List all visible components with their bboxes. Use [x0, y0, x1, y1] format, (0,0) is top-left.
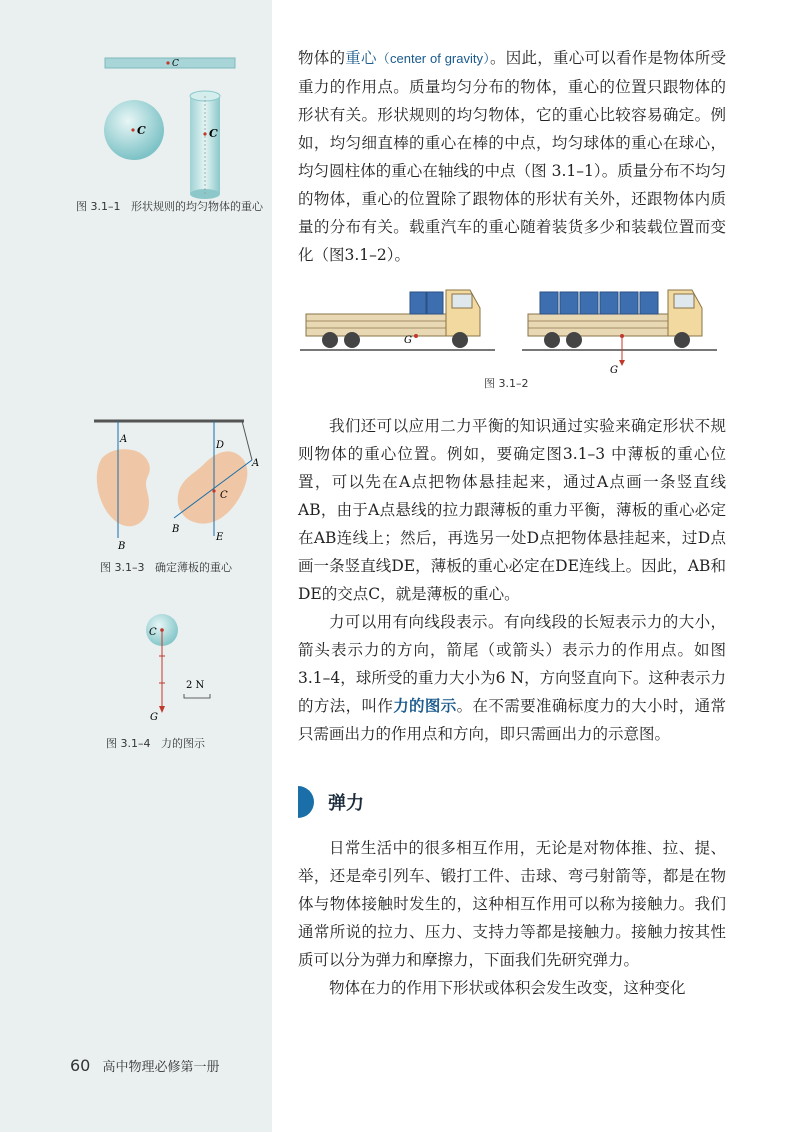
english-term: （center of gravity）: [376, 51, 490, 66]
plate2-label-e: E: [216, 532, 224, 543]
figure-3-1-2-caption: 图 3.1–2: [484, 377, 529, 390]
figure-3-1-3-caption: 图 3.1–3 确定薄板的重心: [100, 561, 232, 574]
figure-3-1-3: [82, 418, 262, 556]
figure-3-1-1-caption: [76, 199, 266, 215]
paragraph-deformation: 物体在力的作用下形状或体积会发生改变，这种变化: [329, 979, 686, 997]
plate2-label-a: A: [252, 458, 260, 469]
plate1-label-a: A: [120, 434, 128, 445]
plate2-label-d: D: [216, 440, 225, 451]
cylinder-label-c: C: [209, 127, 218, 140]
keyword-center-of-gravity: 重心: [345, 49, 377, 67]
ball-label-g: G: [150, 712, 158, 722]
scale-label: 2 N: [186, 680, 205, 691]
rod-label-c: C: [172, 59, 179, 69]
truck2-label-g: G: [610, 365, 618, 375]
truck-heavy-load: [522, 290, 717, 375]
page-number: 60: [70, 1056, 91, 1075]
section-title: 弹力: [328, 793, 364, 814]
figure-3-1-4-caption: 图 3.1–4 力的图示: [106, 737, 205, 750]
truck-light-load: [300, 290, 495, 350]
paragraph-center-of-gravity: 物体的重心（center of gravity）。因此，重心可以看作是物体所受重力的作用点。质量均匀分布的物体，重心的位置只跟物体的形状有关。形状规则的均匀物体，它的重心比较容易确定。例如，均匀细直棒的重心在棒的中点，均匀球体的重心在球心，均匀圆柱体的重心在轴线的中点（图 3.1–1）。质量分布不均匀的物体，重心的位置除了跟物体的形状有关外，还跟物体内质量的分布有关。载重汽车的重心随着装货多少和装载位置而变化（图3.1–2）。: [298, 49, 726, 264]
plate2-label-b: B: [172, 524, 180, 535]
thin-plate-left: [97, 449, 150, 526]
paragraph-force-diagram: 力可以用有向线段表示。有向线段的长短表示力的大小，箭头表示力的方向，箭尾（或箭头）表示力的作用点。如图3.1–4，球所受的重力大小为6 N，方向竖直向下。这种表示力的方法，叫作力的图示。在不需要准确标度力的大小时，通常只需画出力的作用点和方向，即只需画出力的示意图。: [298, 613, 726, 743]
truck1-label-g: G: [404, 335, 412, 346]
page-footer: [70, 1056, 220, 1075]
plate2-label-c: C: [220, 490, 228, 501]
uniform-rod: [105, 58, 235, 68]
section-marker-icon: [298, 786, 314, 818]
caption-number: 图 3.1–1: [76, 200, 121, 213]
figure-3-1-4: [140, 610, 220, 722]
section-heading: [298, 786, 364, 818]
paragraph-contact-force: 日常生活中的很多相互作用，无论是对物体推、拉、提、举，还是牵引列车、锻打工件、击球、弯弓射箭等，都是在物体与物体接触时发生的，这种相互作用可以称为接触力。我们通常所说的拉力、压力、支持力等都是接触力。接触力按其性质可以分为弹力和摩擦力，下面我们先研究弹力。 物体在力的作用下形状或体积会发生改变，这种变化: [298, 834, 726, 1002]
sphere-label-c: C: [137, 124, 146, 137]
figure-3-1-1: [100, 50, 240, 200]
book-title: 高中物理必修第一册: [102, 1060, 220, 1075]
plate1-label-b: B: [118, 541, 126, 552]
thin-plate-right: [178, 451, 248, 523]
ball-label-c: C: [149, 627, 157, 638]
paragraph-suspension-method: 我们还可以应用二力平衡的知识通过实验来确定形状不规则物体的重心位置。例如，要确定图3.1–3 中薄板的重心位置，可以先在A点把物体悬挂起来，通过A点画一条竖直线AB，由于A点悬线的拉力跟薄板的重力平衡，薄板的重心必定在AB连线上；然后，再选另一处D点把物体悬挂起来，过D点画一条竖直线DE，薄板的重心必定在DE连线上。因此，AB和DE的交点C，就是薄板的重心。 力可以用有向线段表示。有向线段的长短表示力的大小，箭头表示力的方向，箭尾（或箭头）表示力的作用点。如图3.1–4，球所受的重力大小为6 N，方向竖直向下。这种表示力的方法，叫作力的图示。在不需要准确标度力的大小时，通常只需画出力的作用点和方向，即只需画出力的示意图。: [298, 412, 726, 748]
keyword-force-diagram: 力的图示: [393, 696, 457, 715]
caption-text: 形状规则的均匀物体的重心: [131, 200, 263, 213]
figure-3-1-2: [300, 280, 720, 375]
